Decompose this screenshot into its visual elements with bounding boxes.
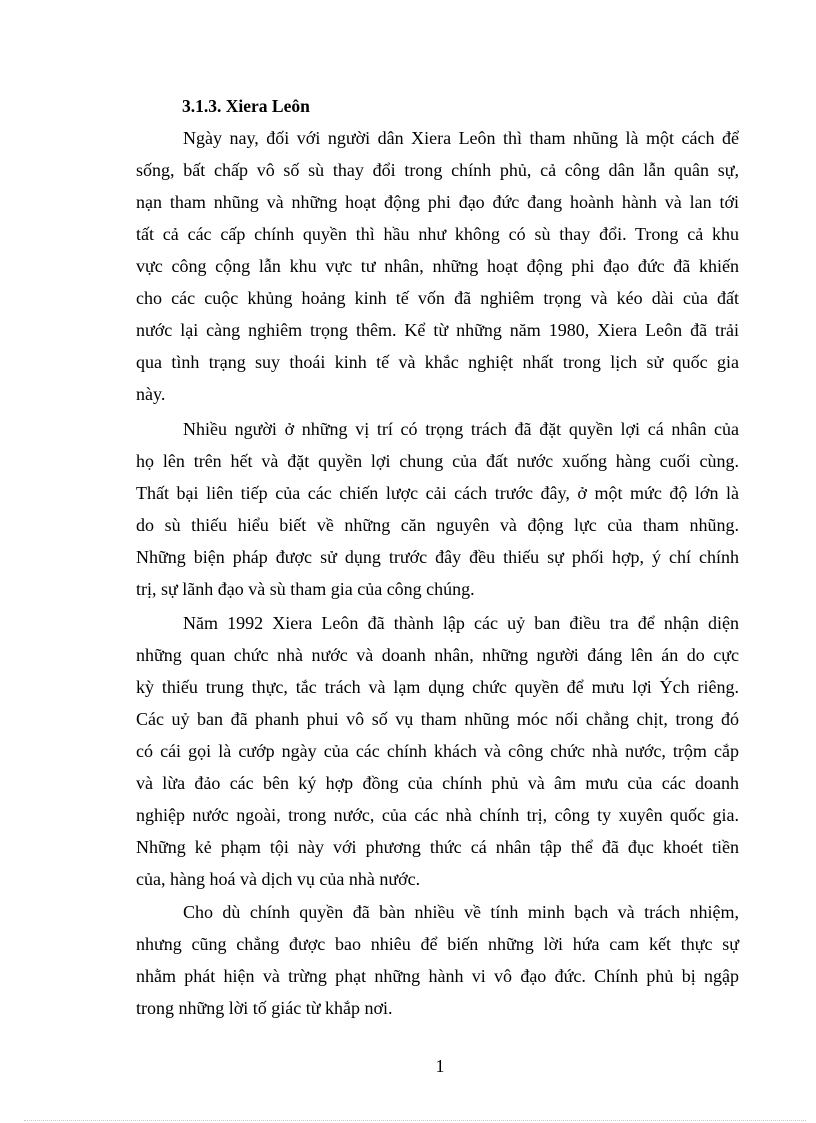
text-line: của, hàng hoá và dịch vụ của nhà nước. (136, 869, 421, 889)
text-line: nạn tham nhũng và những hoạt động phi đạo đức đang hoành hành và lan tới (136, 192, 739, 212)
text-line: những quan chức nhà nước và doanh nhân, những người đáng lên án do cực (136, 645, 739, 665)
text-line: Những kẻ phạm tội này với phương thức cá nhân tập thể đã đục khoét tiền (136, 837, 739, 857)
text-line: trong những lời tố giác từ khắp nơi. (136, 998, 393, 1018)
text-line: kỳ thiếu trung thực, tắc trách và lạm dụng chức quyền để mưu lợi Ých riêng. (136, 677, 739, 697)
text-line: cho các cuộc khủng hoảng kinh tế vốn đã nghiêm trọng và kéo dài của đất (136, 288, 739, 308)
page-number: 1 (435, 1056, 445, 1076)
text-line: Năm 1992 Xiera Leôn đã thành lập các uỷ ban điều tra để nhận diện (183, 613, 739, 633)
text-line: họ lên trên hết và đặt quyền lợi chung của đất nước xuống hàng cuối cùng. (136, 451, 739, 471)
text-line: nước lại càng nghiêm trọng thêm. Kể từ những năm 1980, Xiera Leôn đã trải (136, 320, 739, 340)
text-line: Ngày nay, đối với người dân Xiera Leôn thì tham nhũng là một cách để (183, 128, 739, 148)
page-bottom-border (24, 1120, 806, 1121)
text-line: sống, bất chấp vô số sù thay đổi trong chính phủ, cả công dân lẫn quân sự, (136, 160, 739, 180)
text-line: này. (136, 384, 166, 404)
text-line: Thất bại liên tiếp của các chiến lược cải cách trước đây, ở một mức độ lớn là (136, 483, 739, 503)
text-line: Những biện pháp được sử dụng trước đây đều thiếu sự phối hợp, ý chí chính (136, 547, 739, 567)
text-line: nhằm phát hiện và trừng phạt những hành vi vô đạo đức. Chính phủ bị ngập (136, 966, 739, 986)
section-heading: 3.1.3. Xiera Leôn (182, 96, 310, 116)
text-line: nhưng cũng chẳng được bao nhiêu để biến những lời hứa cam kết thực sự (136, 934, 739, 954)
text-line: Các uỷ ban đã phanh phui vô số vụ tham nhũng móc nối chẳng chịt, trong đó (136, 709, 739, 729)
text-line: qua tình trạng suy thoái kinh tế và khắc nghiệt nhất trong lịch sử quốc gia (136, 352, 739, 372)
text-line: và lừa đảo các bên ký hợp đồng của chính phủ và âm mưu của các doanh (136, 773, 739, 793)
text-line: tất cả các cấp chính quyền thì hầu như không có sù thay đổi. Trong cả khu (136, 224, 739, 244)
text-line: vực công cộng lẫn khu vực tư nhân, những hoạt động phi đạo đức đã khiến (136, 256, 739, 276)
text-line: có cái gọi là cướp ngày của các chính khách và công chức nhà nước, trộm cắp (136, 741, 739, 761)
text-line: nghiệp nước ngoài, trong nước, của các nhà chính trị, công ty xuyên quốc gia. (136, 805, 739, 825)
text-line: Nhiều người ở những vị trí có trọng trách đã đặt quyền lợi cá nhân của (183, 419, 739, 439)
text-line: trị, sự lãnh đạo và sù tham gia của công chúng. (136, 579, 475, 599)
text-line: Cho dù chính quyền đã bàn nhiều về tính minh bạch và trách nhiệm, (183, 902, 739, 922)
text-line: do sù thiếu hiểu biết về những căn nguyên và động lực của tham nhũng. (136, 515, 739, 535)
